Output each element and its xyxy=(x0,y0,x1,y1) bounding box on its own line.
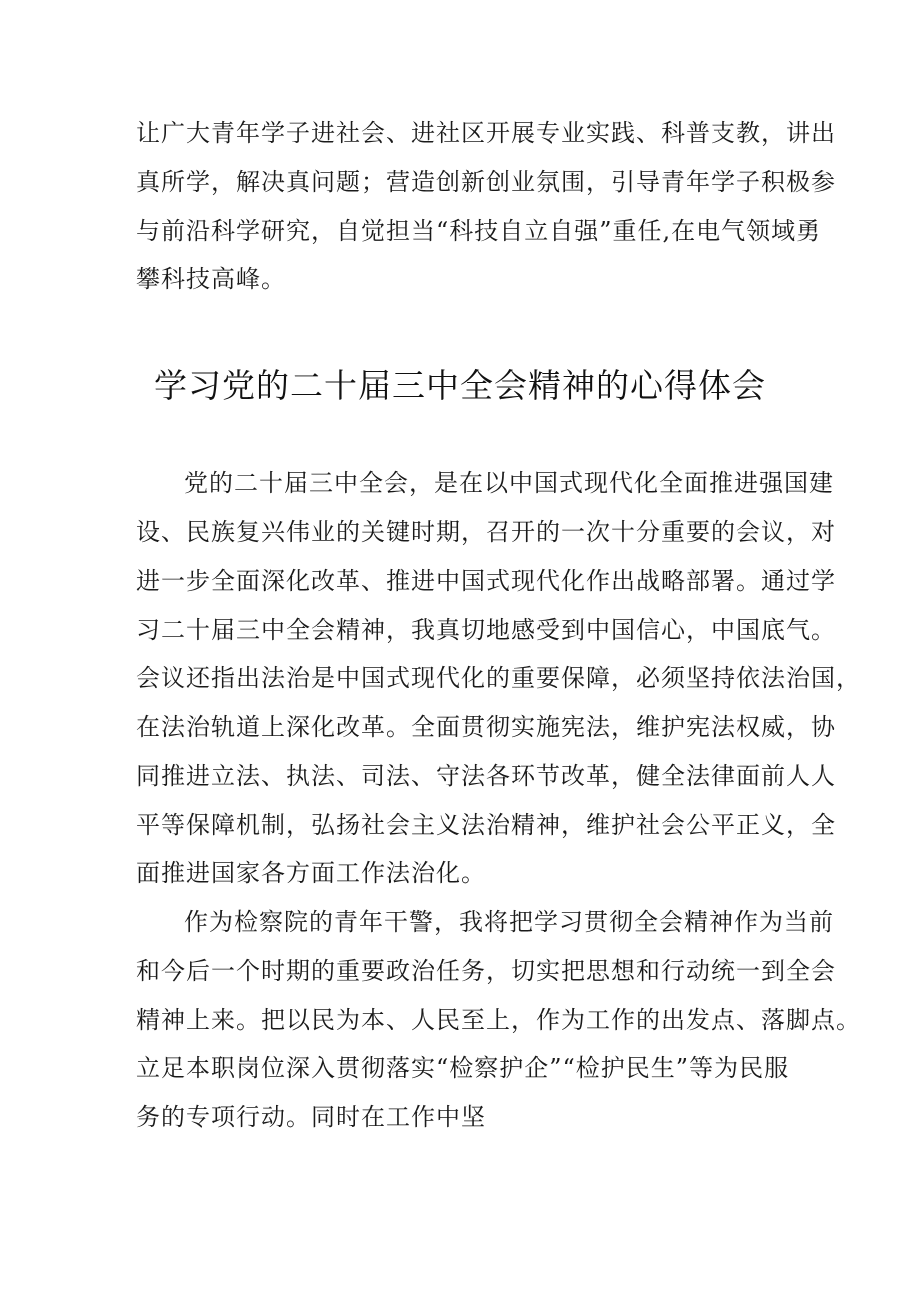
paragraph1-line-3: 进一步全面深化改革、推进中国式现代化作出战略部署。通过学 xyxy=(136,567,836,595)
intro-line-3: 与前沿科学研究，自觉担当“科技自立自强”重任,在电气领域勇 xyxy=(136,217,822,245)
intro-line-2: 真所学，解决真问题；营造创新创业氛围，引导青年学子积极参 xyxy=(136,168,836,196)
paragraph1-line-5: 会议还指出法治是中国式现代化的重要保障，必须坚持依法治国， xyxy=(136,664,861,692)
paragraph1-line-2: 设、民族复兴伟业的关键时期，召开的一次十分重要的会议，对 xyxy=(136,518,836,546)
paragraph1-line-1: 党的二十届三中全会，是在以中国式现代化全面推进强国建 xyxy=(184,469,834,497)
paragraph2-line-2: 和今后一个时期的重要政治任务，切实把思想和行动统一到全会 xyxy=(136,957,836,985)
intro-line-4: 攀科技高峰。 xyxy=(136,265,286,293)
paragraph1-line-7: 同推进立法、执法、司法、守法各环节改革，健全法律面前人人 xyxy=(136,762,836,790)
intro-line-1: 让广大青年学子进社会、进社区开展专业实践、科普支教，讲出 xyxy=(136,119,836,147)
paragraph2-line-5: 务的专项行动。同时在工作中坚 xyxy=(136,1103,486,1131)
paragraph1-line-6: 在法治轨道上深化改革。全面贯彻实施宪法，维护宪法权威，协 xyxy=(136,713,836,741)
paragraph1-line-4: 习二十届三中全会精神，我真切地感受到中国信心，中国底气。 xyxy=(136,616,836,644)
paragraph1-line-8: 平等保障机制，弘扬社会主义法治精神，维护社会公平正义，全 xyxy=(136,811,836,839)
paragraph1-line-9: 面推进国家各方面工作法治化。 xyxy=(136,859,486,887)
paragraph2-line-3: 精神上来。把以民为本、人民至上，作为工作的出发点、落脚点。 xyxy=(136,1006,861,1034)
paragraph2-line-4: 立足本职岗位深入贯彻落实“检察护企”“检护民生”等为民服 xyxy=(136,1054,790,1082)
article-title: 学习党的二十届三中全会精神的心得体会 xyxy=(154,366,766,405)
paragraph2-line-1: 作为检察院的青年干警，我将把学习贯彻全会精神作为当前 xyxy=(184,908,834,936)
